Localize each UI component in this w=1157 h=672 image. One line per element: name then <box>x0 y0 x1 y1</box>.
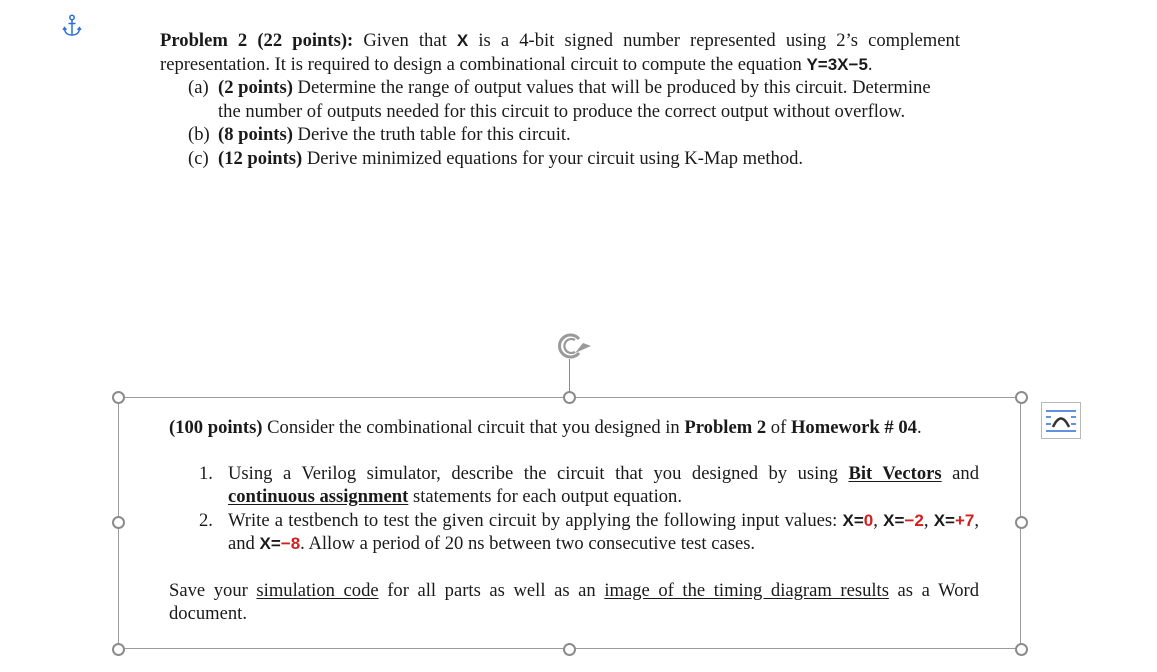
resize-handle-bottom-center[interactable] <box>563 643 576 656</box>
assignment-intro: (100 points) Consider the combinational circuit that you designed in Problem 2 of Homework # 04. <box>169 417 922 438</box>
test-value: +7 <box>954 510 975 530</box>
resize-handle-top-left[interactable] <box>112 391 125 404</box>
simulation-code-term: simulation code <box>256 579 379 601</box>
test-value: 0 <box>863 510 874 530</box>
problem-heading: Problem 2 (22 points): <box>160 30 354 51</box>
layout-options-button[interactable] <box>1041 402 1081 439</box>
test-value: −8 <box>280 534 301 553</box>
rotate-handle-icon[interactable] <box>553 331 593 366</box>
timing-diagram-term: image of the timing diagram results <box>604 579 889 601</box>
subpart-a: (a) (2 points) Determine the range of output values that will be produced by this circuit. Determine <box>188 77 931 98</box>
subpart-points: (8 points) <box>218 124 293 145</box>
subpart-c: (c) (12 points) Derive minimized equations for your circuit using K-Map method. <box>188 147 804 169</box>
bit-vectors-term: Bit Vectors <box>848 462 942 484</box>
layout-options-icon <box>1041 402 1081 439</box>
save-instructions: Save your simulation code for all parts as well as an image of the timing diagram results as a Word document. <box>169 579 979 624</box>
subpart-points: (12 points) <box>218 147 303 169</box>
problem-2-text <box>160 29 960 170</box>
resize-handle-bottom-right[interactable] <box>1015 643 1028 656</box>
task-list <box>169 462 979 556</box>
problem-line-2: representation. It is required to design a combinational circuit to compute the equation Y=3X−5. <box>160 53 873 75</box>
resize-handle-top-center[interactable] <box>563 391 576 404</box>
list-item: 2. Write a testbench to test the given circuit by applying the following input values: X=0, X=−2, X=+7, and X=−8. Allow a period of 20 ns between two consecutive test cases. <box>199 509 980 554</box>
list-number: 1. <box>199 462 213 484</box>
resize-handle-bottom-left[interactable] <box>112 643 125 656</box>
equation: Y=3X−5 <box>806 54 868 74</box>
text-box-content[interactable] <box>169 416 979 626</box>
test-value: −2 <box>904 510 924 530</box>
list-number: 2. <box>199 509 213 531</box>
problem-line-1: Problem 2 (22 points): Given that X is a 4-bit signed number represented using 2’s complement <box>160 30 960 51</box>
resize-handle-top-right[interactable] <box>1015 391 1028 404</box>
subpart-a-continuation: the number of outputs needed for this circuit to produce the correct output without overflow. <box>218 100 906 122</box>
variable-x: X <box>456 31 469 50</box>
resize-handle-middle-left[interactable] <box>112 516 125 529</box>
continuous-assignment-term: continuous assignment <box>228 486 409 507</box>
resize-handle-middle-right[interactable] <box>1015 516 1028 529</box>
subpart-tag: (b) <box>188 124 210 145</box>
subpart-b: (b) (8 points) Derive the truth table for this circuit. <box>188 124 571 145</box>
anchor-icon[interactable] <box>62 14 82 43</box>
assignment-points: (100 points) <box>169 417 263 438</box>
list-item: 1. Using a Verilog simulator, describe the circuit that you designed by using Bit Vectors and continuous assignment statements for each output equation. <box>199 462 979 507</box>
subpart-tag: (a) <box>188 77 209 98</box>
subpart-tag: (c) <box>188 147 209 169</box>
subpart-points: (2 points) <box>218 77 293 98</box>
